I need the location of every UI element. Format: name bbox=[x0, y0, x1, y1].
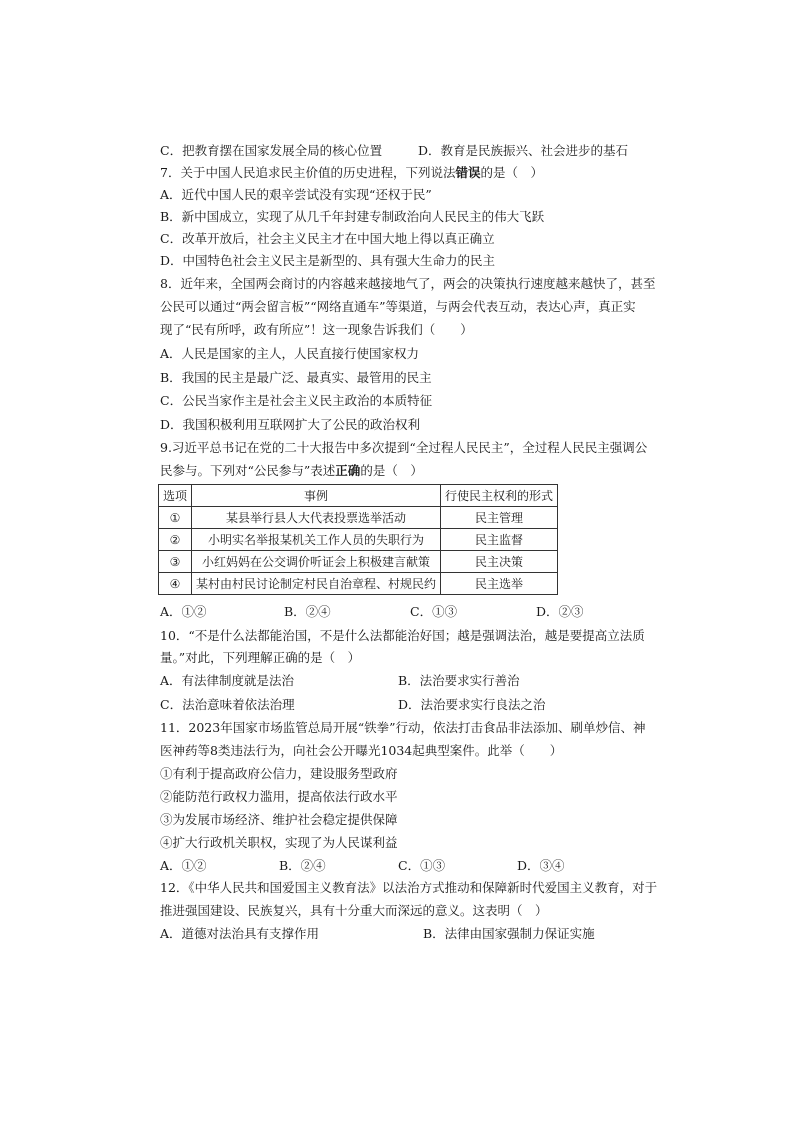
table-cell: 民主管理 bbox=[441, 507, 558, 529]
q7-stem bbox=[160, 165, 543, 181]
q9-stem-emphasis: 正确 bbox=[335, 463, 361, 478]
q9-header-option: 选项 bbox=[159, 485, 192, 507]
q10-stem-line2: 量。”对此，下列理解正确的是（ ） bbox=[160, 650, 361, 665]
q9-stem-pre: 民参与。下列对“公民参与”表述 bbox=[160, 463, 336, 478]
q7-option-b: B．新中国成立，实现了从几千年封建专制政治向人民民主的伟大飞跃 bbox=[160, 209, 545, 224]
q9-option-c: C．①③ bbox=[410, 604, 458, 619]
q10-option-d: D．法治要求实行良法之治 bbox=[398, 697, 546, 712]
q9-header-form: 行使民主权利的形式 bbox=[441, 485, 558, 507]
q12-option-a: A．道德对法治具有支撑作用 bbox=[160, 926, 320, 941]
q8-option-b: B．我国的民主是最广泛、最真实、最管用的民主 bbox=[160, 370, 432, 385]
q12-option-b: B．法律由国家强制力保证实施 bbox=[423, 926, 595, 941]
table-row bbox=[159, 507, 558, 529]
q7-stem-post: 的是（ ） bbox=[480, 165, 543, 180]
q10-option-a: A．有法律制度就是法治 bbox=[160, 673, 295, 688]
table-row bbox=[159, 551, 558, 573]
q8-stem-line3: 现了“民有所呼，政有所应”！这一现象告诉我们（ ） bbox=[160, 322, 473, 337]
q9-header-example: 事例 bbox=[192, 485, 441, 507]
table-cell: 小明实名举报某机关工作人员的失职行为 bbox=[192, 529, 441, 551]
q7-option-d: D．中国特色社会主义民主是新型的、具有强大生命力的民主 bbox=[160, 253, 496, 268]
q9-stem-line2 bbox=[160, 463, 423, 479]
q7-stem-emphasis: 错误 bbox=[455, 165, 481, 180]
q11-option-c: C．①③ bbox=[398, 858, 446, 873]
table-row bbox=[159, 529, 558, 551]
q8-option-c: C．公民当家作主是社会主义民主政治的本质特征 bbox=[160, 393, 433, 408]
table-cell: 民主决策 bbox=[441, 551, 558, 573]
q8-stem-line2: 公民可以通过“两会留言板”“网络直通车”等渠道，与两会代表互动，表达心声，真正实 bbox=[160, 299, 636, 314]
q7-stem-pre: 7．关于中国人民追求民主价值的历史进程，下列说法 bbox=[160, 165, 456, 180]
q10-option-b: B．法治要求实行善治 bbox=[398, 673, 520, 688]
q8-stem-line1: 8．近年来，全国两会商讨的内容越来越接地气了，两会的决策执行速度越来越快了，甚至 bbox=[160, 276, 656, 291]
table-cell: 某县举行县人大代表投票选举活动 bbox=[192, 507, 441, 529]
q9-stem-post: 的是（ ） bbox=[360, 463, 423, 478]
q11-stem-line1: 11．2023年国家市场监管总局开展“铁拳”行动，依法打击食品非法添加、刷单炒信、神 bbox=[160, 720, 646, 735]
table-cell: 民主选举 bbox=[441, 573, 558, 595]
q6-option-c: C．把教育摆在国家发展全局的核心位置 bbox=[160, 143, 383, 158]
table-cell: ② bbox=[159, 529, 192, 551]
q11-stem-line2: 医神药等8类违法行为，向社会公开曝光1034起典型案件。此举（ ） bbox=[160, 743, 563, 758]
q9-option-a: A．①② bbox=[160, 604, 207, 619]
q6-option-d: D．教育是民族振兴、社会进步的基石 bbox=[418, 143, 629, 158]
q11-option-a: A．①② bbox=[160, 858, 207, 873]
table-row bbox=[159, 573, 558, 595]
q9-stem-line1: 9.习近平总书记在党的二十大报告中多次提到“全过程人民民主”，全过程人民民主强调公 bbox=[160, 440, 648, 455]
q12-stem-line2: 推进强国建设、民族复兴，具有十分重大而深远的意义。这表明（ ） bbox=[160, 903, 548, 918]
q8-option-d: D．我国积极利用互联网扩大了公民的政治权利 bbox=[160, 417, 421, 432]
q11-option-d: D．③④ bbox=[517, 858, 565, 873]
q11-statement-4: ④扩大行政机关职权，实现了为人民谋利益 bbox=[160, 835, 398, 850]
q9-table bbox=[158, 484, 558, 595]
q11-option-b: B．②④ bbox=[279, 858, 326, 873]
table-cell: 民主监督 bbox=[441, 529, 558, 551]
q7-option-c: C．改革开放后，社会主义民主才在中国大地上得以真正确立 bbox=[160, 231, 495, 246]
q8-option-a: A．人民是国家的主人，人民直接行使国家权力 bbox=[160, 346, 420, 361]
table-cell: 某村由村民讨论制定村民自治章程、村规民约 bbox=[192, 573, 441, 595]
q9-table-header bbox=[159, 485, 558, 507]
q9-option-d: D．②③ bbox=[536, 604, 584, 619]
table-cell: ④ bbox=[159, 573, 192, 595]
q9-option-b: B．②④ bbox=[284, 604, 331, 619]
table-cell: ③ bbox=[159, 551, 192, 573]
table-cell: 小红妈妈在公交调价听证会上积极建言献策 bbox=[192, 551, 441, 573]
q11-statement-2: ②能防范行政权力滥用，提高依法行政水平 bbox=[160, 789, 398, 804]
q11-statement-1: ①有利于提高政府公信力，建设服务型政府 bbox=[160, 766, 398, 781]
q11-statement-3: ③为发展市场经济、维护社会稳定提供保障 bbox=[160, 812, 398, 827]
q10-option-c: C．法治意味着依法治理 bbox=[160, 697, 295, 712]
q12-stem-line1: 12．《中华人民共和国爱国主义教育法》以法治方式推动和保障新时代爱国主义教育，对于 bbox=[160, 880, 658, 895]
table-cell: ① bbox=[159, 507, 192, 529]
q7-option-a: A．近代中国人民的艰辛尝试没有实现“还权于民” bbox=[160, 187, 432, 202]
q10-stem-line1: 10．“不是什么法都能治国，不是什么法都能治好国；越是强调法治，越是要提高立法质 bbox=[160, 628, 645, 643]
